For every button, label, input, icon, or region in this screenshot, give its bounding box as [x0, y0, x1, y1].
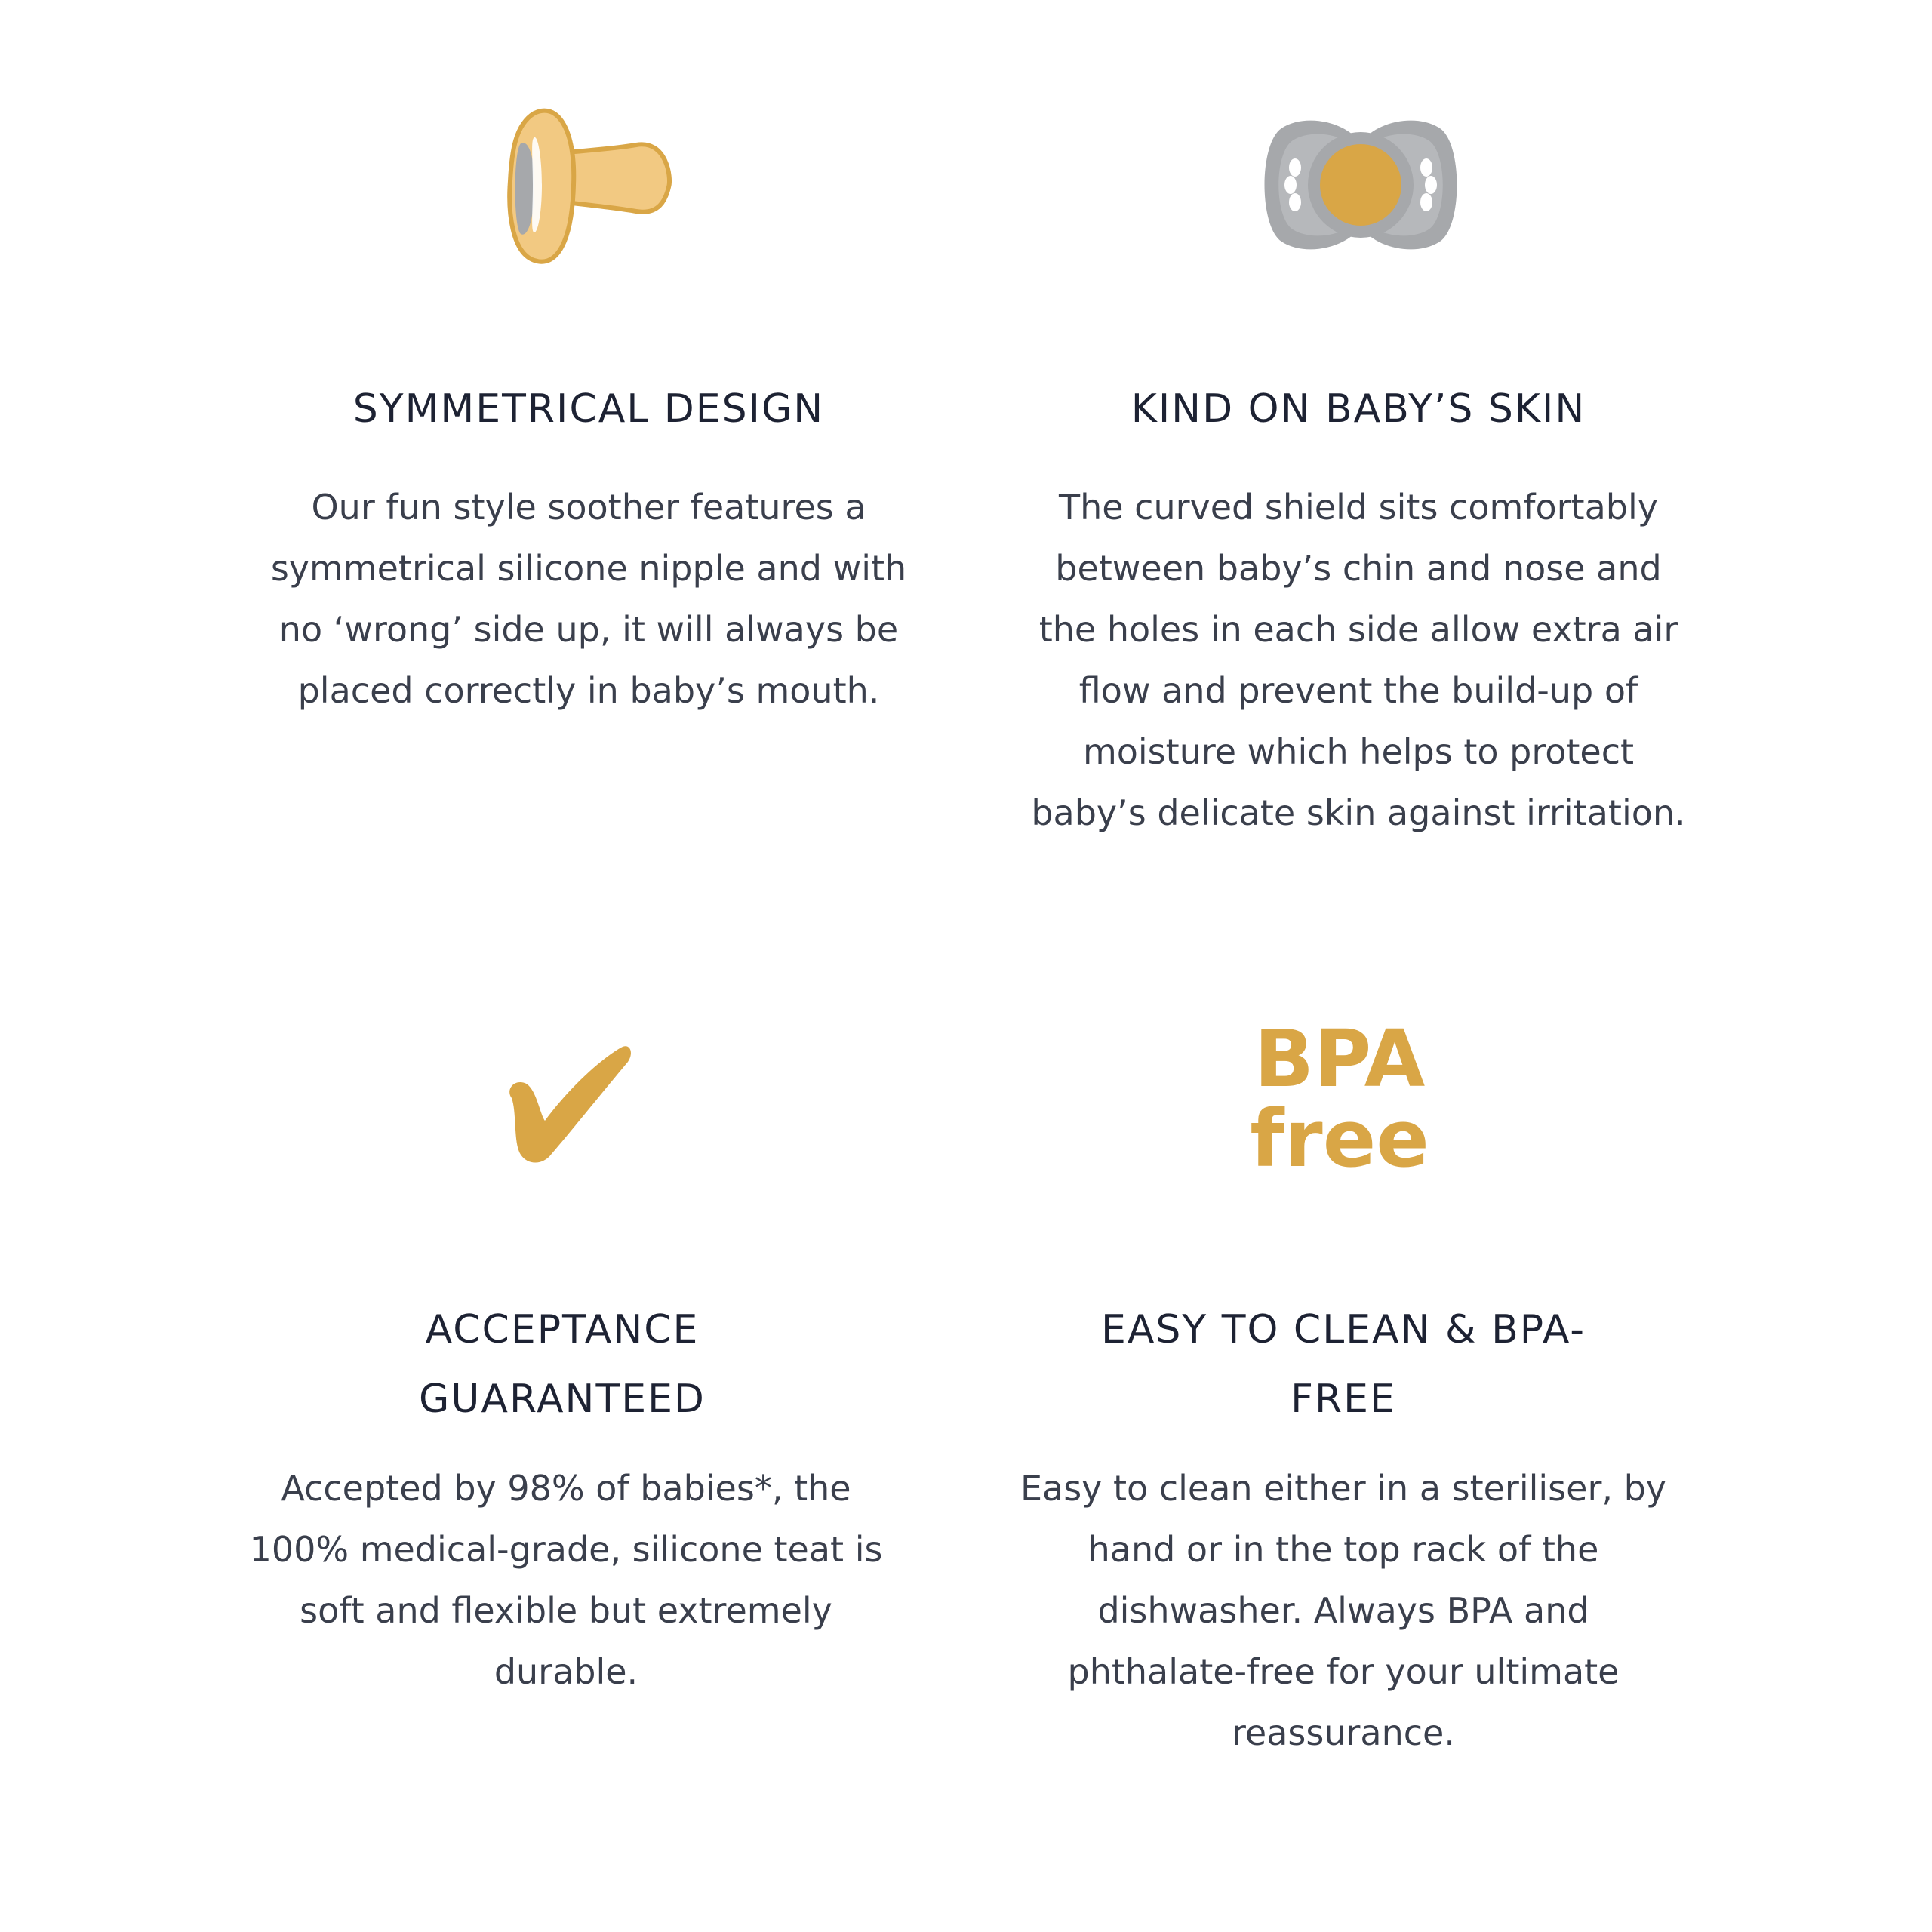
- feature-title-easy-to-clean: EASY TO CLEAN & BPA-FREE: [1100, 1307, 1586, 1422]
- feature-description-acceptance-guaranteed: Accepted by 98% of babies*, the 100% medical-grade, silicone teat is soft and flexible but extremely durable.: [249, 1468, 883, 1692]
- feature-description-symmetrical-design: Our fun style soother features a symmetrical silicone nipple and with no ‘wrong’ side up, it will always be placed correctly in baby’s mouth.: [270, 487, 907, 711]
- checkmark-icon: [498, 1038, 634, 1166]
- feature-description-easy-to-clean: Easy to clean either in a steriliser, by hand or in the top rack of the dishwasher. Always BPA and phthalate-free for your ultimate reassurance.: [1020, 1468, 1667, 1753]
- feature-title-symmetrical-design: SYMMETRICAL DESIGN: [352, 386, 825, 432]
- bpa-free-icon: [1238, 1013, 1441, 1185]
- feature-title-kind-on-skin: KIND ON BABY’S SKIN: [1131, 386, 1586, 432]
- soother-side-icon: [504, 98, 678, 272]
- feature-description-kind-on-skin: The curved shield sits comfortably between baby’s chin and nose and the holes in each side allow extra air flow and prevent the build-up of moisture which helps to protect baby’s delicate skin against irritation.: [1031, 487, 1686, 833]
- feature-title-acceptance-guaranteed: ACCEPTANCE GUARANTEED: [419, 1307, 706, 1422]
- bpa-badge-line-2: free: [1250, 1093, 1429, 1185]
- bpa-badge-line-1: BPA: [1254, 1013, 1426, 1105]
- soother-front-icon: [1259, 113, 1463, 257]
